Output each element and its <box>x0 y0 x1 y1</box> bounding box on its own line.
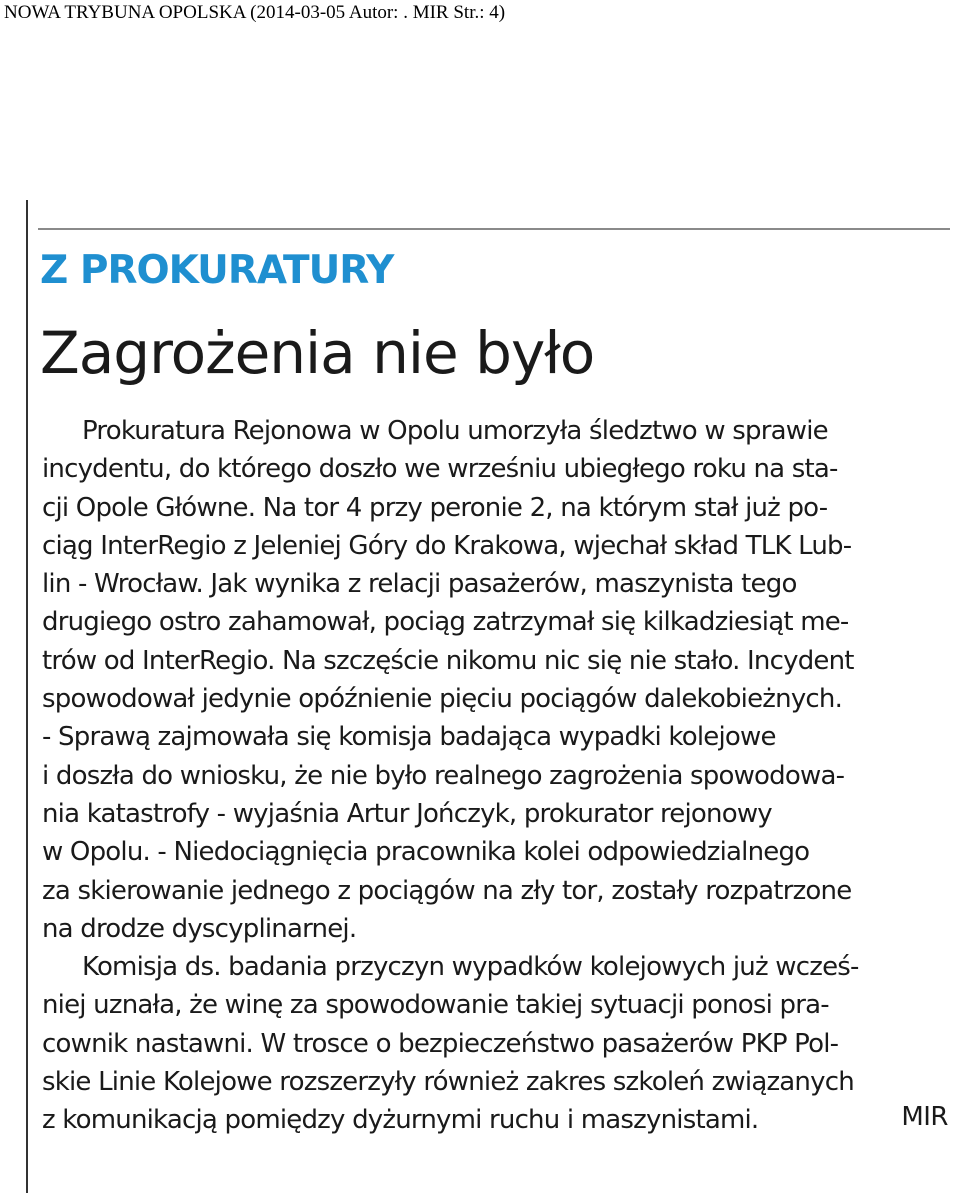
source-header: NOWA TRYBUNA OPOLSKA (2014-03-05 Autor: . MIR Str.: 4) <box>4 2 506 23</box>
article-line: cji Opole Główne. Na tor 4 przy peronie 2, na którym stał już po- <box>42 492 828 523</box>
article-line: - Sprawą zajmowała się komisja badająca wypadki kolejowe <box>42 722 776 753</box>
article-line: cownik nastawni. W trosce o bezpieczeństwo pasażerów PKP Pol- <box>42 1028 839 1059</box>
article-line: w Opolu. - Niedociągnięcia pracownika kolei odpowiedzialnego <box>42 837 810 868</box>
article-line: i doszła do wniosku, że nie było realnego zagrożenia spowodowa- <box>42 760 845 791</box>
author-signature: MIR <box>901 1102 948 1132</box>
article-line: z komunikacją pomiędzy dyżurnymi ruchu i maszynistami. <box>42 1105 759 1136</box>
left-rule <box>26 200 28 1193</box>
article-line: na drodze dyscyplinarnej. <box>42 913 357 944</box>
article-line: drugiego ostro zahamował, pociąg zatrzymał się kilkadziesiąt me- <box>42 607 849 638</box>
article-line: ciąg InterRegio z Jeleniej Góry do Krakowa, wjechał skład TLK Lub- <box>42 530 852 561</box>
article-line: spowodował jedynie opóźnienie pięciu pociągów dalekobieżnych. <box>42 684 843 715</box>
article-line: trów od InterRegio. Na szczęście nikomu nic się nie stało. Incydent <box>42 645 854 676</box>
top-rule <box>38 228 950 230</box>
article-line: nia katastrofy - wyjaśnia Artur Jończyk, prokurator rejonowy <box>42 798 772 829</box>
article-line: Komisja ds. badania przyczyn wypadków kolejowych już wcześ- <box>82 952 859 983</box>
article-line: incydentu, do którego doszło we wrześniu ubiegłego roku na sta- <box>42 454 838 485</box>
section-label: Z PROKURATURY <box>40 248 394 293</box>
article-line: za skierowanie jednego z pociągów na zły tor, zostały rozpatrzone <box>42 875 852 906</box>
article-line: niej uznała, że winę za spowodowanie takiej sytuacji ponosi pra- <box>42 990 829 1021</box>
article-body <box>42 412 950 1140</box>
article-line: lin - Wrocław. Jak wynika z relacji pasażerów, maszynista tego <box>42 569 797 600</box>
headline: Zagrożenia nie było <box>40 319 595 387</box>
article-line: skie Linie Kolejowe rozszerzyły również zakres szkoleń związanych <box>42 1067 854 1098</box>
article-line: Prokuratura Rejonowa w Opolu umorzyła śledztwo w sprawie <box>82 416 828 446</box>
